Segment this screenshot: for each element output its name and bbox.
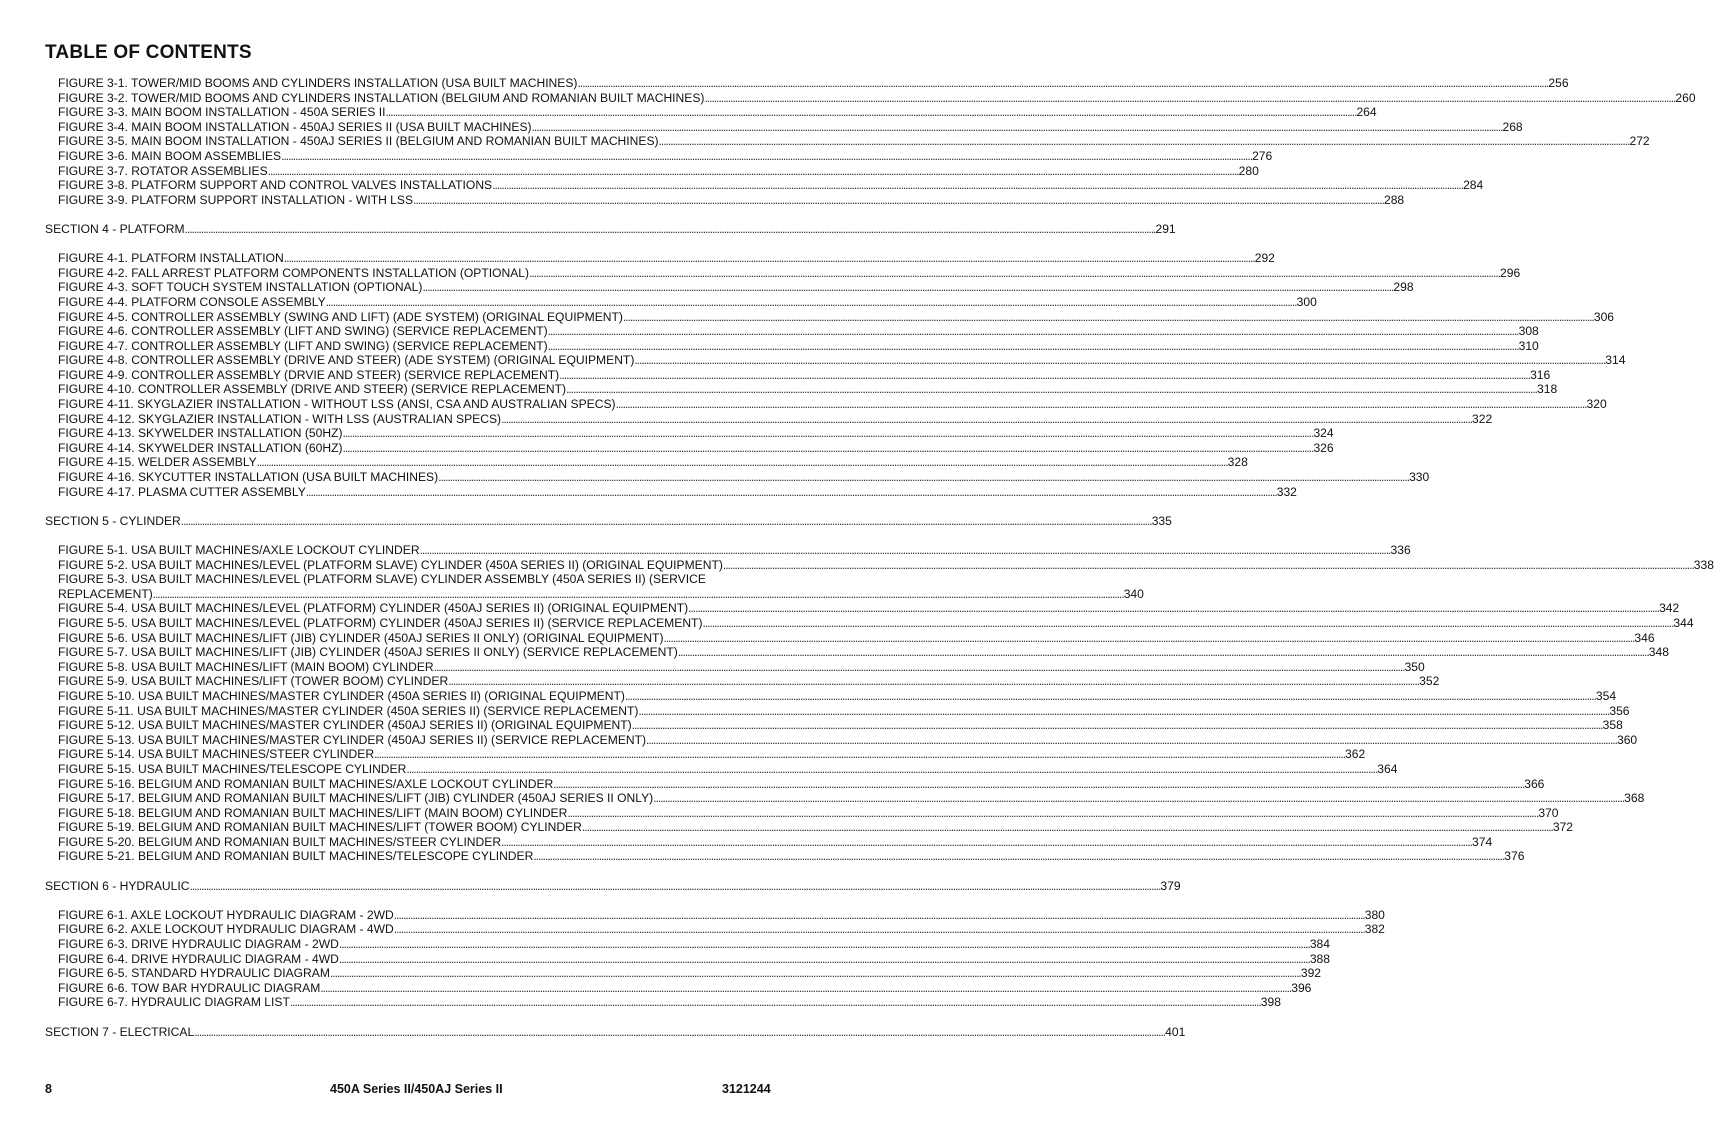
toc-entry-title: FIGURE 6-6. TOW BAR HYDRAULIC DIAGRAM	[58, 980, 321, 995]
toc-entry-page: 280	[1238, 163, 1259, 178]
toc-entry[interactable]	[58, 543, 1411, 558]
toc-entry-page: 374	[1472, 834, 1493, 849]
toc-entry-page: 316	[1530, 367, 1551, 382]
toc-entry-page: 310	[1518, 338, 1539, 353]
toc-entry-page: 346	[1634, 630, 1655, 645]
toc-entry-page: 264	[1356, 105, 1377, 120]
toc-entry-title: FIGURE 4-17. PLASMA CUTTER ASSEMBLY	[58, 484, 306, 499]
toc-entry-page: 366	[1524, 776, 1545, 791]
toc-entry-title: FIGURE 5-15. USA BUILT MACHINES/TELESCOPE CYLINDER	[58, 761, 407, 776]
toc-entry-title: FIGURE 4-5. CONTROLLER ASSEMBLY (SWING AND LIFT) (ADE SYSTEM) (ORIGINAL EQUIPMENT)	[58, 309, 623, 324]
dot-leader	[306, 485, 1277, 500]
dot-leader	[632, 718, 1603, 733]
dot-leader	[492, 178, 1463, 193]
dot-leader	[394, 908, 1365, 923]
footer-page-number: 8	[45, 1082, 52, 1096]
toc-entry-title: FIGURE 5-11. USA BUILT MACHINES/MASTER CYLINDER (450A SERIES II) (SERVICE REPLACEMENT)	[58, 703, 639, 718]
dot-leader	[434, 660, 1405, 675]
toc-entry[interactable]	[58, 922, 1385, 937]
toc-entry-page: 292	[1254, 251, 1275, 266]
toc-entry[interactable]	[58, 119, 1523, 135]
toc-entry-title: FIGURE 5-2. USA BUILT MACHINES/LEVEL (PLATFORM SLAVE) CYLINDER (450A SERIES II) (ORIGINAL EQUIPMENT)	[58, 557, 723, 572]
toc-entry-page: 296	[1500, 265, 1521, 280]
toc-entry[interactable]	[58, 484, 1297, 500]
toc-entry-title: FIGURE 4-16. SKYCUTTER INSTALLATION (USA BUILT MACHINES)	[58, 470, 439, 485]
dot-leader	[394, 922, 1365, 937]
toc-entry-title: FIGURE 4-4. PLATFORM CONSOLE ASSEMBLY	[58, 294, 326, 309]
figure-group-5b	[0, 601, 1694, 864]
dot-leader	[420, 543, 1391, 558]
toc-entry[interactable]	[58, 834, 1493, 850]
toc-entry-title: SECTION 5 - CYLINDER	[45, 513, 181, 528]
toc-entry[interactable]	[58, 148, 1273, 164]
toc-entry-page: 401	[1165, 1024, 1186, 1039]
toc-entry[interactable]	[58, 951, 1331, 967]
toc-entry[interactable]	[58, 820, 1574, 835]
toc-entry[interactable]	[58, 294, 1317, 310]
footer-doc-number: 3121244	[722, 1082, 771, 1096]
dot-leader	[181, 514, 1152, 529]
dot-leader	[634, 353, 1605, 368]
toc-entry-title: SECTION 7 - ELECTRICAL	[45, 1024, 195, 1039]
dot-leader	[343, 426, 1314, 441]
dot-leader	[448, 674, 1419, 689]
toc-entry[interactable]	[58, 324, 1539, 339]
toc-entry-page: 318	[1537, 382, 1558, 397]
toc-entry-title: FIGURE 4-6. CONTROLLER ASSEMBLY (LIFT AND SWING) (SERVICE REPLACEMENT)	[58, 324, 548, 339]
toc-entry-title: FIGURE 5-19. BELGIUM AND ROMANIAN BUILT MACHINES/LIFT (TOWER BOOM) CYLINDER	[58, 820, 582, 835]
toc-entry-title: FIGURE 5-17. BELGIUM AND ROMANIAN BUILT MACHINES/LIFT (JIB) CYLINDER (450AJ SERIES II ONLY)	[58, 791, 654, 806]
toc-entry[interactable]	[58, 601, 1680, 616]
toc-entry-page: 358	[1602, 718, 1623, 733]
toc-entry[interactable]	[58, 980, 1312, 996]
dot-leader	[548, 324, 1519, 339]
toc-entry[interactable]	[58, 309, 1615, 325]
toc-entry[interactable]	[58, 105, 1377, 120]
dot-leader	[339, 937, 1310, 952]
dot-leader	[559, 368, 1530, 383]
toc-entry-page: 342	[1659, 601, 1680, 616]
toc-entry-title: FIGURE 3-6. MAIN BOOM ASSEMBLIES	[58, 148, 282, 163]
toc-entry[interactable]	[58, 674, 1440, 689]
toc-entry[interactable]	[58, 251, 1275, 266]
toc-entry-page: 398	[1260, 995, 1281, 1010]
toc-entry-title: FIGURE 4-8. CONTROLLER ASSEMBLY (DRIVE AND STEER) (ADE SYSTEM) (ORIGINAL EQUIPMENT)	[58, 353, 635, 368]
figure-group-6	[0, 907, 1385, 1010]
toc-entry-page: 320	[1586, 397, 1607, 412]
dot-leader	[413, 193, 1384, 208]
toc-entry-title: FIGURE 4-3. SOFT TOUCH SYSTEM INSTALLATION (OPTIONAL)	[58, 280, 423, 295]
dot-leader	[386, 105, 1357, 120]
toc-entry-page: 324	[1313, 426, 1334, 441]
toc-entry-title: FIGURE 3-3. MAIN BOOM INSTALLATION - 450A SERIES II	[58, 105, 386, 120]
toc-entry-title: FIGURE 5-6. USA BUILT MACHINES/LIFT (JIB) CYLINDER (450AJ SERIES II ONLY) (ORIGINAL EQUIPMENT)	[58, 630, 664, 645]
toc-entry-page: 340	[1123, 586, 1144, 601]
dot-leader	[638, 704, 1609, 719]
toc-entry-title: FIGURE 6-3. DRIVE HYDRAULIC DIAGRAM - 2WD	[58, 937, 339, 952]
toc-entry-title: FIGURE 3-5. MAIN BOOM INSTALLATION - 450AJ SERIES II (BELGIUM AND ROMANIAN BUILT MACHINES)	[58, 134, 659, 149]
toc-entry[interactable]	[58, 367, 1551, 383]
dot-leader	[189, 879, 1160, 894]
page-title: TABLE OF CONTENTS	[45, 42, 252, 63]
toc-entry-page: 308	[1518, 324, 1539, 339]
toc-entry-page: 370	[1538, 805, 1559, 820]
toc-entry-page: 354	[1595, 688, 1617, 703]
toc-entry-page: 256	[1548, 76, 1569, 90]
toc-entry-page: 328	[1227, 455, 1248, 470]
toc-entry-page: 330	[1409, 470, 1430, 485]
toc-entry-title: FIGURE 3-4. MAIN BOOM INSTALLATION - 450AJ SERIES II (USA BUILT MACHINES)	[58, 119, 532, 134]
dot-leader	[582, 820, 1553, 835]
toc-entry-page: 348	[1648, 645, 1669, 660]
toc-entry-page: 291	[1155, 221, 1176, 236]
toc-entry[interactable]	[58, 397, 1607, 412]
toc-entry-title: FIGURE 4-10. CONTROLLER ASSEMBLY (DRIVE AND STEER) (SERVICE REPLACEMENT)	[58, 382, 567, 397]
toc-entry-title: FIGURE 3-8. PLATFORM SUPPORT AND CONTROL VALVES INSTALLATIONS	[58, 178, 493, 193]
toc-entry-page: 272	[1629, 134, 1650, 149]
toc-entry-page: 338	[1693, 557, 1714, 572]
toc-entry[interactable]	[58, 732, 1638, 748]
toc-entry-title: SECTION 6 - HYDRAULIC	[45, 878, 190, 893]
toc-entry-title: FIGURE 5-21. BELGIUM AND ROMANIAN BUILT MACHINES/TELESCOPE CYLINDER	[58, 849, 534, 864]
dot-leader	[532, 120, 1503, 135]
toc-entry[interactable]	[58, 280, 1414, 295]
toc-entry-title: FIGURE 5-7. USA BUILT MACHINES/LIFT (JIB) CYLINDER (450AJ SERIES II ONLY) (SERVICE REPLACEMENT)	[58, 645, 678, 660]
toc-entry[interactable]	[58, 192, 1405, 208]
dot-leader	[663, 631, 1634, 646]
toc-entry-page: 276	[1252, 148, 1273, 163]
toc-entry-page: 396	[1291, 980, 1312, 995]
toc-entry-page: 335	[1151, 513, 1172, 528]
dot-leader	[268, 164, 1239, 179]
dot-leader	[438, 470, 1409, 485]
dot-leader	[501, 835, 1472, 850]
dot-leader	[625, 689, 1596, 704]
dot-leader	[330, 966, 1301, 981]
toc-entry-title: REPLACEMENT)	[58, 586, 153, 601]
toc-entry[interactable]	[58, 455, 1248, 470]
toc-entry[interactable]	[58, 688, 1617, 704]
dot-leader	[284, 251, 1255, 266]
figure-group-4	[0, 251, 1626, 499]
toc-entry[interactable]	[58, 630, 1655, 646]
toc-entry[interactable]	[58, 440, 1334, 456]
dot-leader	[529, 266, 1500, 281]
toc-entry-title: FIGURE 5-18. BELGIUM AND ROMANIAN BUILT MACHINES/LIFT (MAIN BOOM) CYLINDER	[58, 805, 568, 820]
toc-entry-title: FIGURE 6-4. DRIVE HYDRAULIC DIAGRAM - 4WD	[58, 951, 339, 966]
toc-entry[interactable]	[58, 426, 1334, 441]
dot-leader	[406, 762, 1377, 777]
dot-leader	[326, 295, 1297, 310]
toc-entry-title: FIGURE 5-20. BELGIUM AND ROMANIAN BUILT MACHINES/STEER CYLINDER	[58, 834, 502, 849]
toc-entry[interactable]	[58, 703, 1630, 719]
toc-entry[interactable]	[58, 382, 1558, 397]
toc-entry[interactable]	[58, 76, 1569, 91]
toc-entry-title: FIGURE 5-8. USA BUILT MACHINES/LIFT (MAIN BOOM) CYLINDER	[58, 659, 434, 674]
toc-entry-page: 376	[1504, 849, 1525, 864]
toc-entry-page: 284	[1463, 178, 1484, 193]
toc-entry-page: 298	[1393, 280, 1414, 295]
dot-leader	[533, 849, 1504, 864]
toc-entry-page: 364	[1377, 761, 1398, 776]
toc-entry-title: FIGURE 5-5. USA BUILT MACHINES/LEVEL (PLATFORM) CYLINDER (450AJ SERIES II) (SERVICE REPLACEMENT)	[58, 615, 703, 630]
toc-entry[interactable]	[58, 178, 1484, 193]
toc-entry-title: FIGURE 6-7. HYDRAULIC DIAGRAM LIST	[58, 995, 290, 1010]
toc-section-6[interactable]	[45, 878, 1181, 894]
toc-entry-page: 332	[1276, 484, 1297, 499]
toc-entry-page: 388	[1309, 951, 1331, 966]
dot-leader	[678, 645, 1649, 660]
toc-entry[interactable]	[58, 966, 1322, 981]
toc-list	[0, 76, 1714, 1039]
toc-entry-title: FIGURE 4-15. WELDER ASSEMBLY	[58, 455, 257, 470]
toc-entry-title: FIGURE 5-4. USA BUILT MACHINES/LEVEL (PLATFORM) CYLINDER (450AJ SERIES II) (ORIGINAL EQUIPMENT)	[58, 601, 689, 616]
toc-entry-title: SECTION 4 - PLATFORM	[45, 221, 185, 236]
toc-entry-title: FIGURE 4-12. SKYGLAZIER INSTALLATION - WITH LSS (AUSTRALIAN SPECS)	[58, 411, 502, 426]
toc-entry-title: FIGURE 4-7. CONTROLLER ASSEMBLY (LIFT AND SWING) (SERVICE REPLACEMENT)	[58, 338, 548, 353]
toc-entry[interactable]	[58, 134, 1650, 149]
toc-entry-title: FIGURE 5-1. USA BUILT MACHINES/AXLE LOCKOUT CYLINDER	[58, 543, 420, 557]
dot-leader	[501, 412, 1472, 427]
toc-entry[interactable]	[58, 849, 1525, 864]
toc-entry[interactable]	[58, 163, 1259, 179]
dot-leader	[343, 441, 1314, 456]
dot-leader	[704, 91, 1675, 106]
toc-entry-page: 379	[1160, 878, 1181, 893]
toc-entry-page: 344	[1673, 615, 1694, 630]
dot-leader	[659, 134, 1630, 149]
footer-model: 450A Series II/450AJ Series II	[330, 1082, 503, 1096]
toc-entry-title: FIGURE 4-9. CONTROLLER ASSEMBLY (DRVIE AND STEER) (SERVICE REPLACEMENT)	[58, 367, 560, 382]
dot-leader	[194, 1025, 1165, 1040]
toc-section-4[interactable]	[45, 221, 1176, 237]
dot-leader	[723, 558, 1694, 573]
toc-entry[interactable]	[58, 805, 1559, 821]
dot-leader	[339, 952, 1310, 967]
toc-entry-page: 300	[1296, 294, 1317, 309]
toc-section-5[interactable]	[45, 513, 1172, 529]
toc-entry-page: 380	[1364, 907, 1385, 922]
toc-entry[interactable]	[58, 265, 1521, 281]
dot-leader	[257, 455, 1228, 470]
toc-entry[interactable]	[58, 659, 1425, 675]
toc-entry-page: 288	[1383, 192, 1405, 207]
toc-entry-title: FIGURE 6-5. STANDARD HYDRAULIC DIAGRAM	[58, 966, 330, 981]
dot-leader	[653, 791, 1624, 806]
toc-section-7[interactable]	[45, 1024, 1186, 1040]
toc-entry-page: 260	[1675, 90, 1696, 105]
toc-entry[interactable]	[58, 90, 1696, 106]
toc-entry[interactable]	[58, 411, 1493, 427]
toc-entry[interactable]	[58, 907, 1385, 923]
dot-leader	[422, 280, 1393, 295]
dot-leader	[688, 601, 1659, 616]
toc-entry[interactable]	[58, 557, 1714, 573]
toc-entry[interactable]	[58, 470, 1430, 485]
toc-entry-title: FIGURE 5-13. USA BUILT MACHINES/MASTER CYLINDER (450AJ SERIES II) (SERVICE REPLACEMENT)	[58, 732, 647, 747]
toc-entry-5-3-line1[interactable]: FIGURE 5-3. USA BUILT MACHINES/LEVEL (PLATFORM SLAVE) CYLINDER ASSEMBLY (450A SERIES II) (SERVICE	[58, 572, 706, 587]
dot-leader	[281, 149, 1252, 164]
dot-leader	[702, 616, 1673, 631]
toc-entry-page: 306	[1593, 309, 1615, 324]
toc-entry-title: FIGURE 3-9. PLATFORM SUPPORT INSTALLATION - WITH LSS	[58, 192, 414, 207]
toc-entry-page: 384	[1309, 937, 1331, 952]
toc-entry-title: FIGURE 5-10. USA BUILT MACHINES/MASTER CYLINDER (450A SERIES II) (ORIGINAL EQUIPMENT)	[58, 688, 625, 703]
toc-entry-page: 392	[1300, 966, 1322, 981]
toc-entry[interactable]	[58, 747, 1366, 762]
toc-entry[interactable]	[58, 353, 1626, 368]
toc-entry[interactable]	[58, 338, 1539, 354]
dot-leader	[577, 76, 1548, 91]
figure-group-5a	[0, 543, 1714, 572]
toc-entry-page: 382	[1364, 922, 1385, 937]
toc-entry-page: 368	[1624, 791, 1645, 806]
toc-entry-title: FIGURE 5-12. USA BUILT MACHINES/MASTER CYLINDER (450AJ SERIES II) (ORIGINAL EQUIPMENT)	[58, 718, 632, 733]
toc-entry-page: 360	[1616, 732, 1638, 747]
toc-entry-page: 356	[1609, 703, 1630, 718]
toc-entry[interactable]	[58, 937, 1331, 952]
dot-leader	[623, 310, 1594, 325]
toc-entry[interactable]	[58, 776, 1545, 792]
toc-entry-page: 372	[1552, 820, 1574, 835]
dot-leader	[320, 981, 1291, 996]
toc-entry-page: 336	[1390, 543, 1411, 557]
dot-leader	[567, 806, 1538, 821]
dot-leader	[290, 995, 1261, 1010]
toc-entry-page: 322	[1472, 411, 1493, 426]
toc-entry-title: FIGURE 6-2. AXLE LOCKOUT HYDRAULIC DIAGRAM - 4WD	[58, 922, 394, 937]
toc-entry[interactable]	[58, 615, 1694, 631]
toc-entry[interactable]	[58, 718, 1623, 733]
toc-entry-page: 326	[1313, 440, 1334, 455]
toc-entry-title: FIGURE 3-1. TOWER/MID BOOMS AND CYLINDERS INSTALLATION (USA BUILT MACHINES)	[58, 76, 578, 90]
toc-entry-page: 268	[1502, 119, 1523, 134]
figure-group-3	[0, 76, 1696, 207]
toc-entry-title: FIGURE 4-11. SKYGLAZIER INSTALLATION - WITHOUT LSS (ANSI, CSA AND AUSTRALIAN SPECS)	[58, 397, 616, 412]
toc-entry-5-3-line2[interactable]	[58, 586, 1144, 602]
toc-entry-title: FIGURE 3-2. TOWER/MID BOOMS AND CYLINDERS INSTALLATION (BELGIUM AND ROMANIAN BUILT MACHINES)	[58, 90, 705, 105]
dot-leader	[185, 222, 1156, 237]
toc-entry-title: FIGURE 4-13. SKYWELDER INSTALLATION (50HZ)	[58, 426, 343, 441]
toc-entry-page: 350	[1404, 659, 1425, 674]
toc-entry[interactable]	[58, 791, 1645, 806]
toc-entry[interactable]	[58, 995, 1281, 1010]
dot-leader	[646, 733, 1617, 748]
toc-entry[interactable]	[58, 761, 1398, 777]
dot-leader	[616, 397, 1587, 412]
toc-entry-title: FIGURE 5-9. USA BUILT MACHINES/LIFT (TOWER BOOM) CYLINDER	[58, 674, 449, 689]
toc-entry-title: FIGURE 6-1. AXLE LOCKOUT HYDRAULIC DIAGRAM - 2WD	[58, 907, 394, 922]
dot-leader	[553, 777, 1524, 792]
dot-leader	[153, 587, 1124, 602]
dot-leader	[566, 382, 1537, 397]
dot-leader	[548, 339, 1519, 354]
toc-entry-title: FIGURE 5-14. USA BUILT MACHINES/STEER CYLINDER	[58, 747, 375, 762]
toc-entry-title: FIGURE 5-16. BELGIUM AND ROMANIAN BUILT MACHINES/AXLE LOCKOUT CYLINDER	[58, 776, 554, 791]
toc-entry-title: FIGURE 4-1. PLATFORM INSTALLATION	[58, 251, 284, 266]
toc-entry-page: 314	[1605, 353, 1626, 368]
toc-entry-page: 352	[1419, 674, 1440, 689]
toc-entry-title: FIGURE 4-14. SKYWELDER INSTALLATION (60HZ)	[58, 440, 343, 455]
toc-entry-title: FIGURE 3-7. ROTATOR ASSEMBLIES	[58, 163, 268, 178]
toc-entry-title: FIGURE 4-2. FALL ARREST PLATFORM COMPONENTS INSTALLATION (OPTIONAL)	[58, 265, 530, 280]
dot-leader	[374, 747, 1345, 762]
toc-entry-page: 362	[1345, 747, 1366, 762]
toc-entry[interactable]	[58, 645, 1669, 660]
